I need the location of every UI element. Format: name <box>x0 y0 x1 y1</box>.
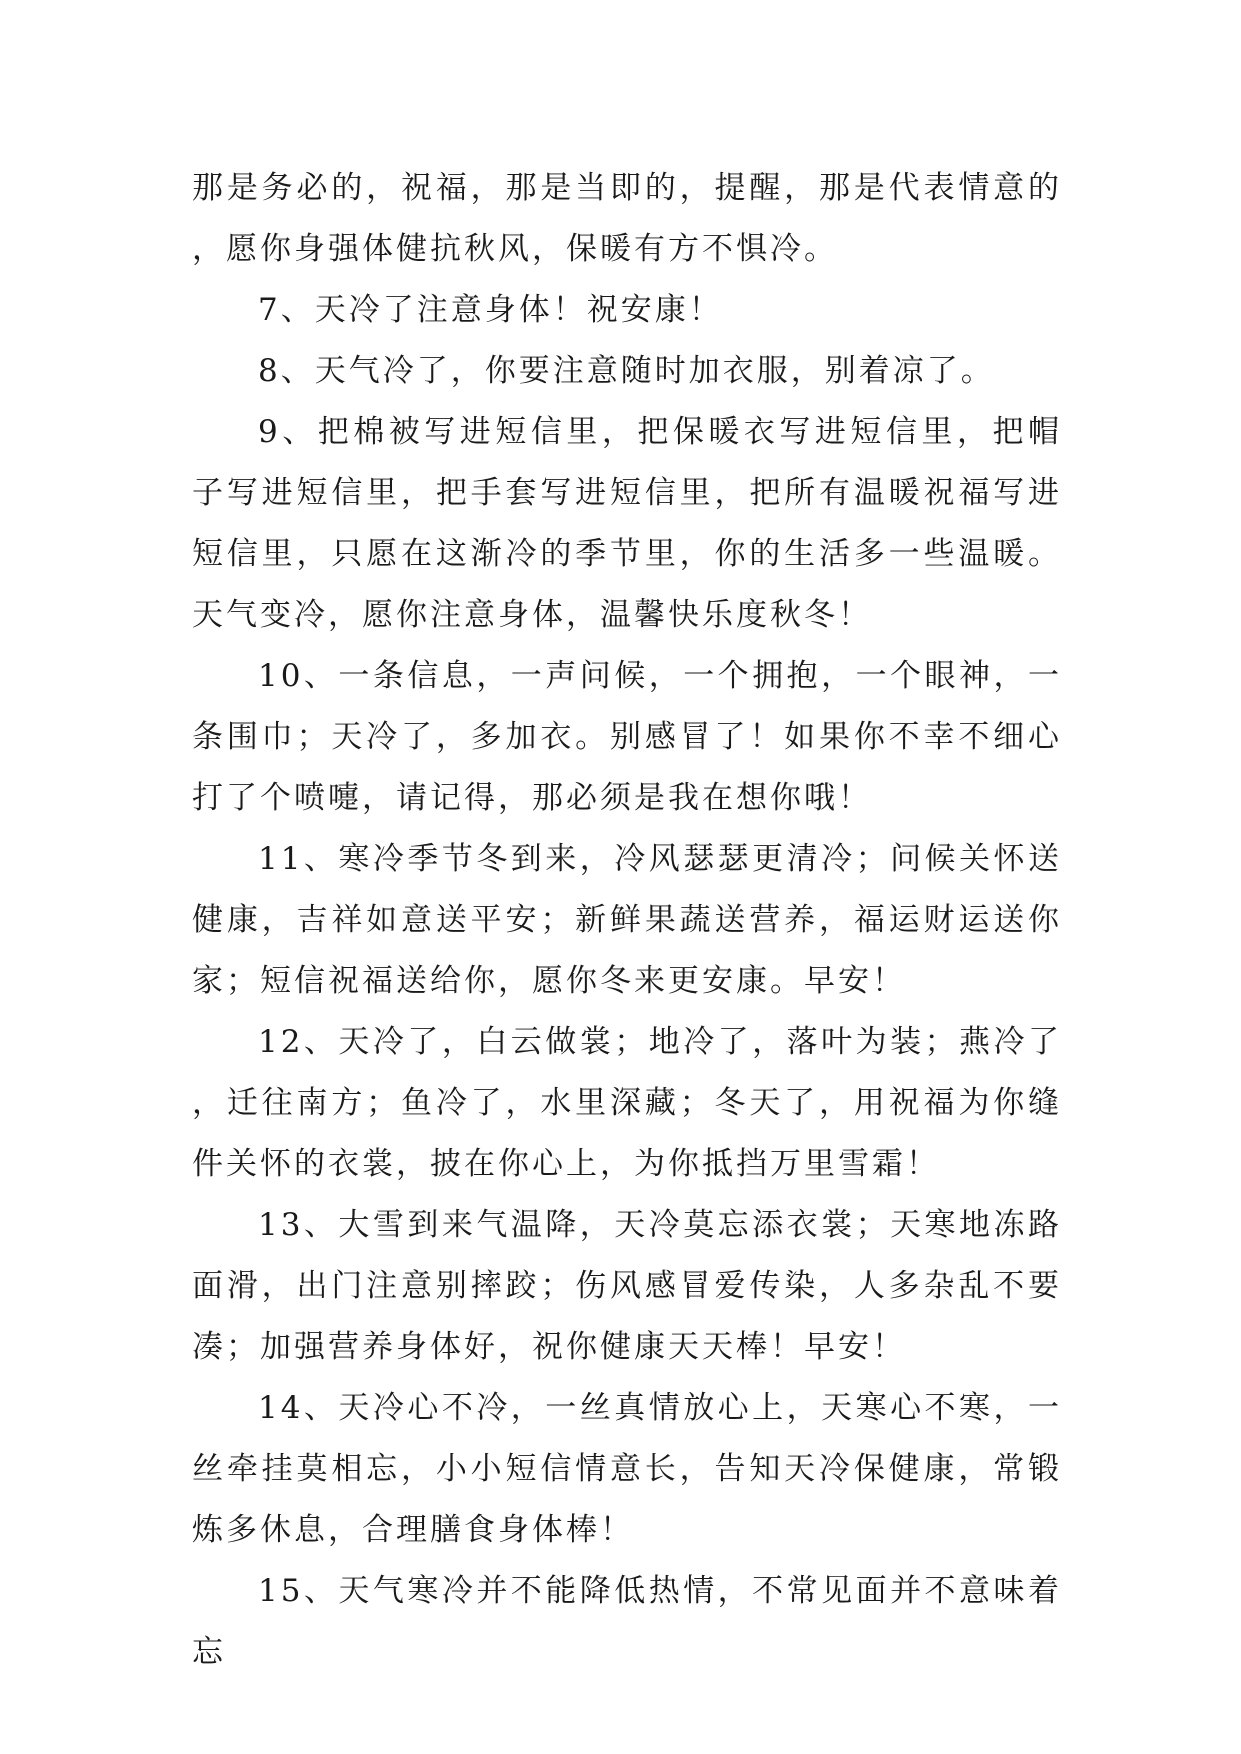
paragraph-13: 13、大雪到来气温降，天冷莫忘添衣裳；天寒地冻路面滑，出门注意别摔跤；伤风感冒爱传染，人多杂乱不要凑；加强营养身体好，祝你健康天天棒！早安！ <box>192 1207 1062 1365</box>
paragraph-10: 10、一条信息，一声问候，一个拥抱，一个眼神，一条围巾；天冷了，多加衣。别感冒了！如果你不幸不细心打了个喷嚏，请记得，那必须是我在想你哦！ <box>192 658 1062 816</box>
paragraph-9: 9、把棉被写进短信里，把保暖衣写进短信里，把帽子写进短信里，把手套写进短信里，把所有温暖祝福写进短信里，只愿在这渐冷的季节里，你的生活多一些温暖。天气变冷，愿你注意身体，温馨快乐度秋冬！ <box>192 414 1062 633</box>
document-body <box>192 158 1062 1683</box>
paragraph-7: 7、天冷了注意身体！祝安康！ <box>258 292 723 328</box>
paragraph-8: 8、天气冷了，你要注意随时加衣服，别着凉了。 <box>258 353 995 389</box>
paragraph-continuation: 那是务必的，祝福，那是当即的，提醒，那是代表情意的，愿你身强体健抗秋风，保暖有方不惧冷。 <box>192 170 1062 267</box>
paragraph-15: 15、天气寒冷并不能降低热情，不常见面并不意味着忘 <box>192 1573 1062 1670</box>
paragraph-14: 14、天冷心不冷，一丝真情放心上，天寒心不寒，一丝牵挂莫相忘，小小短信情意长，告知天冷保健康，常锻炼多休息，合理膳食身体棒！ <box>192 1390 1062 1548</box>
paragraph-12: 12、天冷了，白云做裳；地冷了，落叶为装；燕冷了，迁往南方；鱼冷了，水里深藏；冬天了，用祝福为你缝件关怀的衣裳，披在你心上，为你抵挡万里雪霜！ <box>192 1024 1062 1182</box>
paragraph-11: 11、寒冷季节冬到来，冷风瑟瑟更清冷；问候关怀送健康，吉祥如意送平安；新鲜果蔬送营养，福运财运送你家；短信祝福送给你，愿你冬来更安康。早安！ <box>192 841 1062 999</box>
